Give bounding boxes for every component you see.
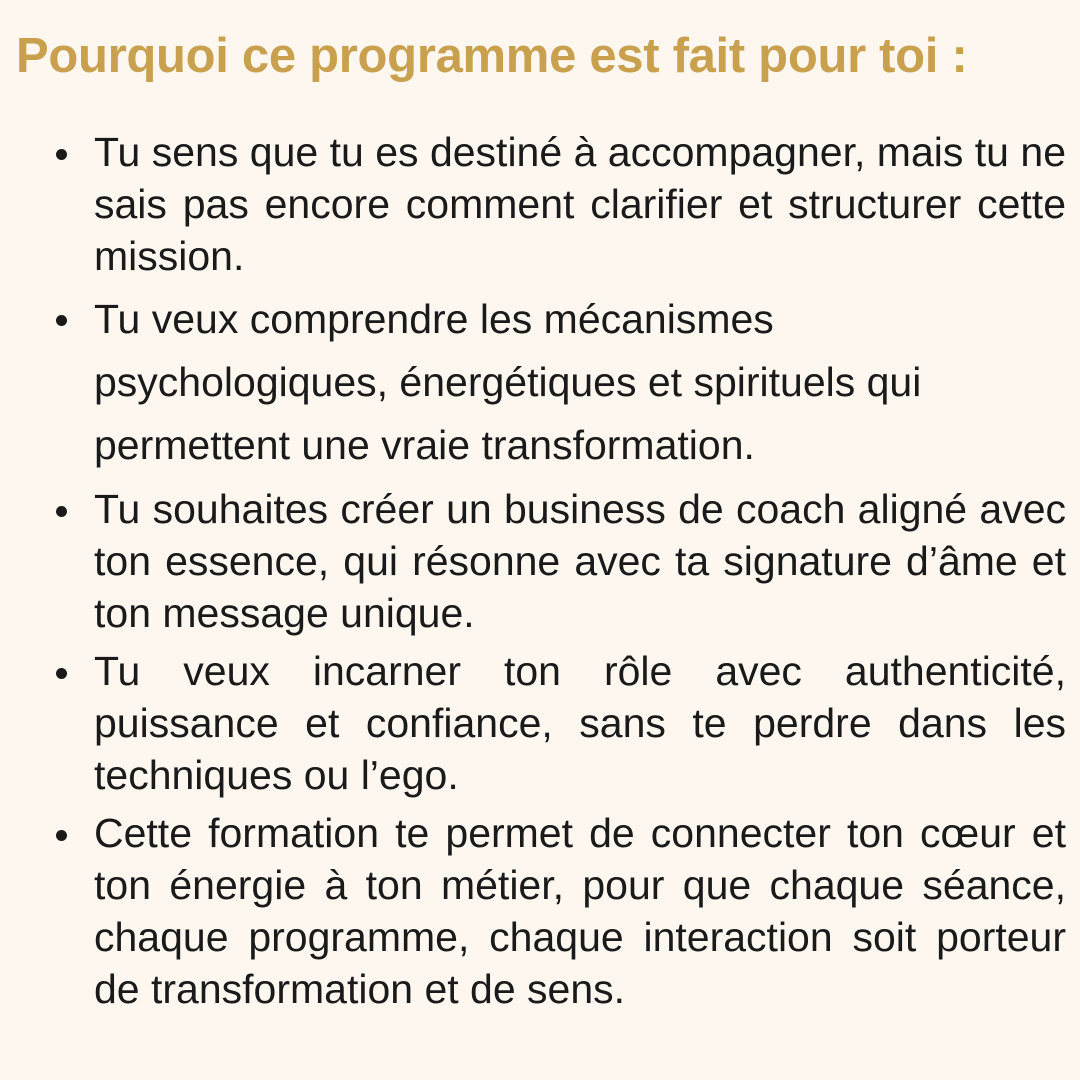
- bullet-icon: [56, 830, 67, 841]
- bullet-list: [0, 126, 1080, 1021]
- list-item: [0, 483, 1080, 639]
- page-title: Pourquoi ce programme est fait pour toi :: [16, 29, 968, 83]
- bullet-icon: [56, 506, 67, 517]
- list-item: [0, 645, 1080, 801]
- bullet-icon: [56, 315, 67, 326]
- bullet-icon: [56, 668, 67, 679]
- list-item: [0, 807, 1080, 1015]
- list-item: [0, 126, 1080, 282]
- list-item-text: Tu sens que tu es destiné à accompagner, mais tu ne sais pas encore comment clarifier et structurer cette mission.: [94, 129, 1066, 279]
- list-item-text: Cette formation te permet de connecter ton cœur et ton énergie à ton métier, pour que chaque séance, chaque programme, chaque interaction soit porteur de transformation et de sens.: [94, 810, 1066, 1012]
- list-item-text: Tu veux incarner ton rôle avec authenticité, puissance et confiance, sans te perdre dans les techniques ou l’ego.: [94, 648, 1066, 798]
- list-item-text: Tu veux comprendre les mécanismes psychologiques, énergétiques et spirituels qui permettent une vraie transformation.: [94, 296, 922, 468]
- list-item: [0, 288, 1080, 477]
- list-item-text: Tu souhaites créer un business de coach aligné avec ton essence, qui résonne avec ta signature d’âme et ton message unique.: [94, 486, 1066, 636]
- bullet-icon: [56, 149, 67, 160]
